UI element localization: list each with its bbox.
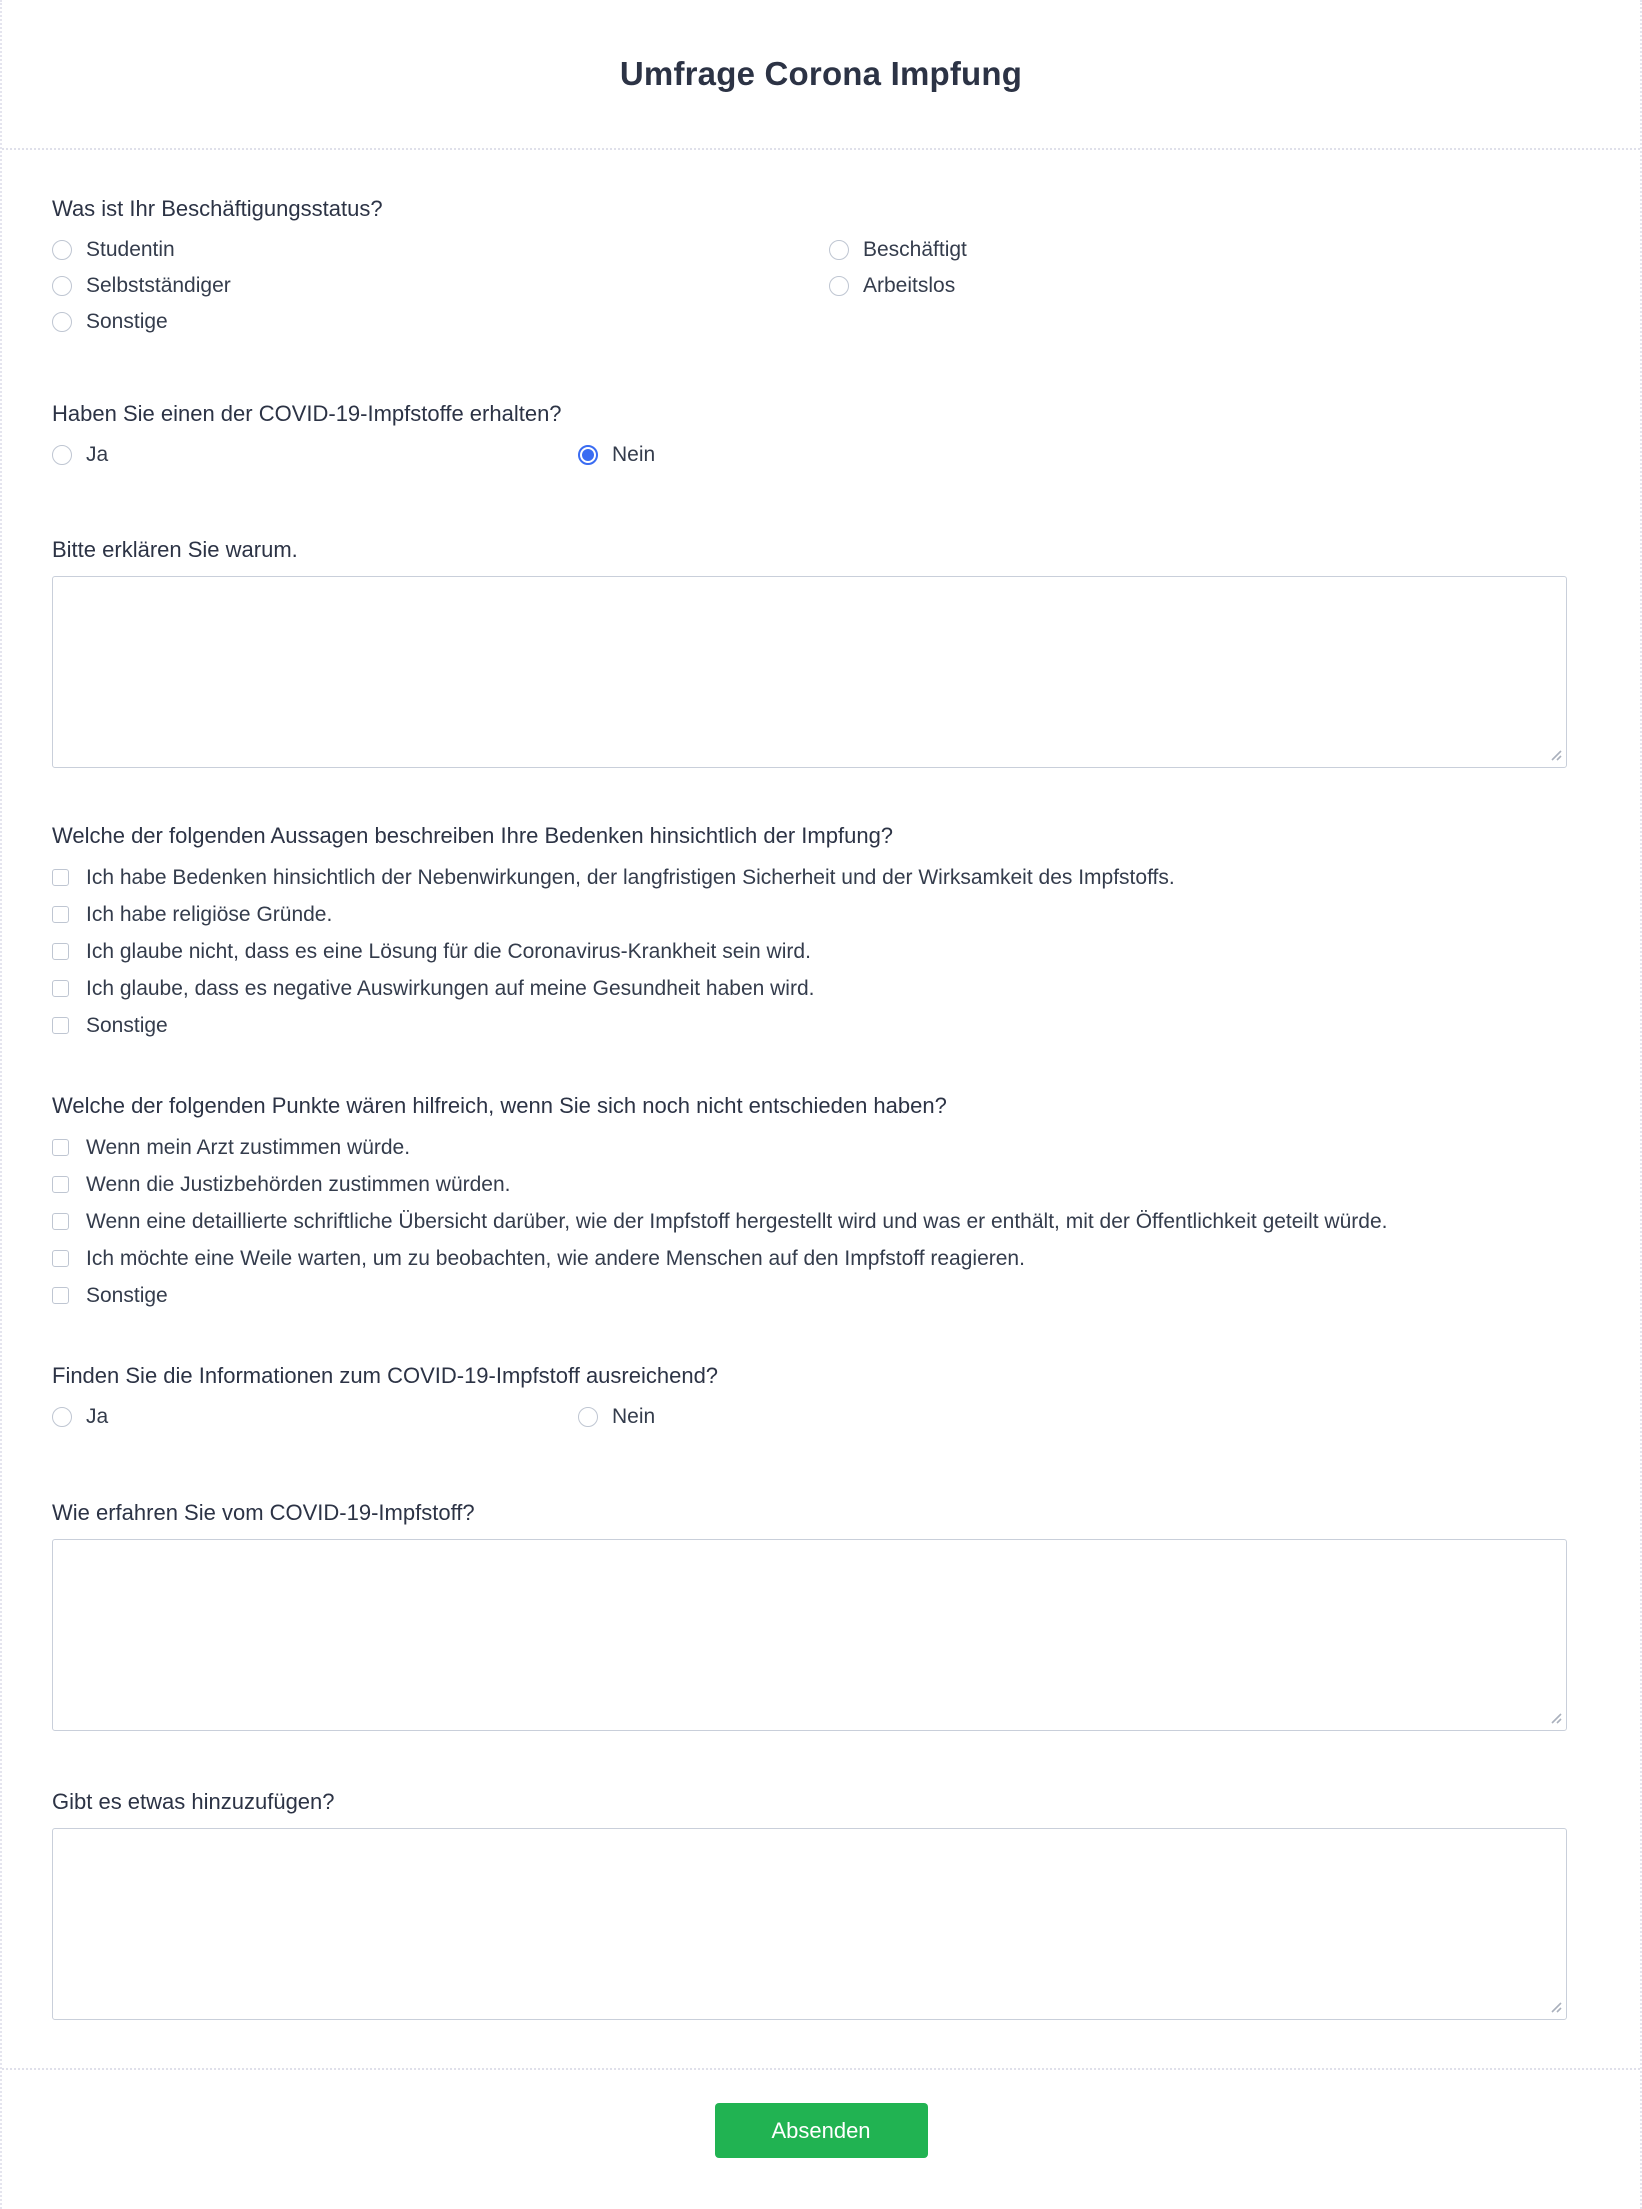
radio-icon[interactable] (52, 445, 72, 465)
radio-option-beschaeftigt[interactable] (829, 232, 1565, 268)
checkbox-option[interactable] (52, 1007, 1565, 1044)
submit-button[interactable]: Absenden (715, 2103, 928, 2158)
radio-option-nein[interactable] (578, 1399, 1565, 1435)
checkbox-icon[interactable] (52, 1213, 69, 1230)
question-label: Gibt es etwas hinzuzufügen? (52, 1789, 335, 1814)
question-how-learn (52, 1498, 1565, 1731)
why-textarea[interactable] (52, 576, 1567, 768)
checkbox-icon[interactable] (52, 943, 69, 960)
option-label[interactable]: Wenn die Justizbehörden zustimmen würden. (86, 1172, 511, 1196)
checkbox-icon[interactable] (52, 980, 69, 997)
radio-group-employment (52, 232, 1565, 340)
submit-bar (2, 2068, 1640, 2207)
radio-group-sufficient-info (52, 1399, 1565, 1435)
question-employment (52, 194, 1565, 340)
option-label[interactable]: Wenn mein Arzt zustimmen würde. (86, 1135, 411, 1159)
checkbox-option[interactable] (52, 1166, 1565, 1203)
question-sufficient-info (52, 1361, 1565, 1435)
option-label[interactable]: Ich glaube, dass es negative Auswirkungen auf meine Gesundheit haben wird. (86, 976, 815, 1000)
checkbox-option[interactable] (52, 859, 1565, 896)
option-label[interactable]: Ich möchte eine Weile warten, um zu beobachten, wie andere Menschen auf den Impfstoff reagieren. (86, 1246, 1025, 1270)
checkbox-icon[interactable] (52, 1176, 69, 1193)
option-label[interactable]: Arbeitslos (863, 274, 956, 297)
option-label[interactable]: Studentin (86, 238, 175, 261)
form-header (2, 0, 1640, 150)
textarea-wrap (52, 1828, 1567, 2020)
textarea-wrap (52, 1539, 1567, 1731)
question-anything-else (52, 1787, 1565, 2020)
checkbox-icon[interactable] (52, 1250, 69, 1267)
option-label[interactable]: Ich habe religiöse Gründe. (86, 902, 333, 926)
question-vaccinated (52, 399, 1565, 473)
option-label[interactable]: Ich habe Bedenken hinsichtlich der Nebenwirkungen, der langfristigen Sicherheit und der Wirksamkeit des Impfstoffs. (86, 865, 1175, 889)
radio-option-studentin[interactable] (52, 232, 829, 268)
radio-option-sonstige[interactable] (52, 304, 829, 340)
radio-icon[interactable] (52, 240, 72, 260)
option-label[interactable]: Wenn eine detaillierte schriftliche Übersicht darüber, wie der Impfstoff hergestellt wird und was er enthält, mit der Öffentlichkeit geteilt würde. (86, 1209, 1388, 1233)
checkbox-icon[interactable] (52, 1139, 69, 1156)
checkbox-icon[interactable] (52, 1017, 69, 1034)
option-label[interactable]: Nein (612, 1405, 656, 1428)
checkbox-icon[interactable] (52, 906, 69, 923)
question-label: Was ist Ihr Beschäftigungsstatus? (52, 196, 383, 221)
form-title: Umfrage Corona Impfung (619, 55, 1023, 92)
radio-icon[interactable] (829, 276, 849, 296)
question-label: Haben Sie einen der COVID-19-Impfstoffe erhalten? (52, 401, 562, 426)
radio-option-nein[interactable] (578, 437, 1565, 473)
radio-option-selbststaendiger[interactable] (52, 268, 829, 304)
question-label: Finden Sie die Informationen zum COVID-19-Impfstoff ausreichend? (52, 1363, 719, 1388)
question-label: Wie erfahren Sie vom COVID-19-Impfstoff? (52, 1500, 475, 1525)
option-label[interactable]: Ja (86, 443, 109, 466)
question-label: Welche der folgenden Aussagen beschreiben Ihre Bedenken hinsichtlich der Impfung? (52, 823, 894, 848)
question-helpful (52, 1091, 1565, 1314)
form-body (2, 150, 1640, 2207)
option-label[interactable]: Ich glaube nicht, dass es eine Lösung für die Coronavirus-Krankheit sein wird. (86, 939, 811, 963)
option-label[interactable]: Selbstständiger (86, 274, 231, 297)
question-why (52, 535, 1565, 768)
radio-icon[interactable] (829, 240, 849, 260)
checkbox-option[interactable] (52, 1277, 1565, 1314)
checkbox-option[interactable] (52, 1240, 1565, 1277)
anything-else-textarea[interactable] (52, 1828, 1567, 2020)
checkbox-icon[interactable] (52, 1287, 69, 1304)
checkbox-icon[interactable] (52, 869, 69, 886)
option-label[interactable]: Sonstige (86, 1013, 168, 1037)
question-label: Bitte erklären Sie warum. (52, 537, 298, 562)
option-label[interactable]: Sonstige (86, 310, 168, 333)
radio-icon[interactable] (52, 276, 72, 296)
checkbox-group-concerns (52, 859, 1565, 1044)
radio-icon[interactable] (578, 1407, 598, 1427)
how-learn-textarea[interactable] (52, 1539, 1567, 1731)
checkbox-option[interactable] (52, 933, 1565, 970)
checkbox-group-helpful (52, 1129, 1565, 1314)
radio-option-ja[interactable] (52, 437, 578, 473)
radio-option-ja[interactable] (52, 1399, 578, 1435)
textarea-wrap (52, 576, 1567, 768)
option-label[interactable]: Ja (86, 1405, 109, 1428)
checkbox-option[interactable] (52, 1203, 1565, 1240)
radio-option-arbeitslos[interactable] (829, 268, 1565, 304)
radio-group-vaccinated (52, 437, 1565, 473)
option-label[interactable]: Sonstige (86, 1283, 168, 1307)
radio-icon-selected[interactable] (578, 445, 598, 465)
checkbox-option[interactable] (52, 1129, 1565, 1166)
radio-icon[interactable] (52, 312, 72, 332)
option-label[interactable]: Beschäftigt (863, 238, 967, 261)
question-concerns (52, 821, 1565, 1044)
question-label: Welche der folgenden Punkte wären hilfreich, wenn Sie sich noch nicht entschieden haben? (52, 1093, 947, 1118)
checkbox-option[interactable] (52, 970, 1565, 1007)
checkbox-option[interactable] (52, 896, 1565, 933)
radio-icon[interactable] (52, 1407, 72, 1427)
option-label[interactable]: Nein (612, 443, 656, 466)
